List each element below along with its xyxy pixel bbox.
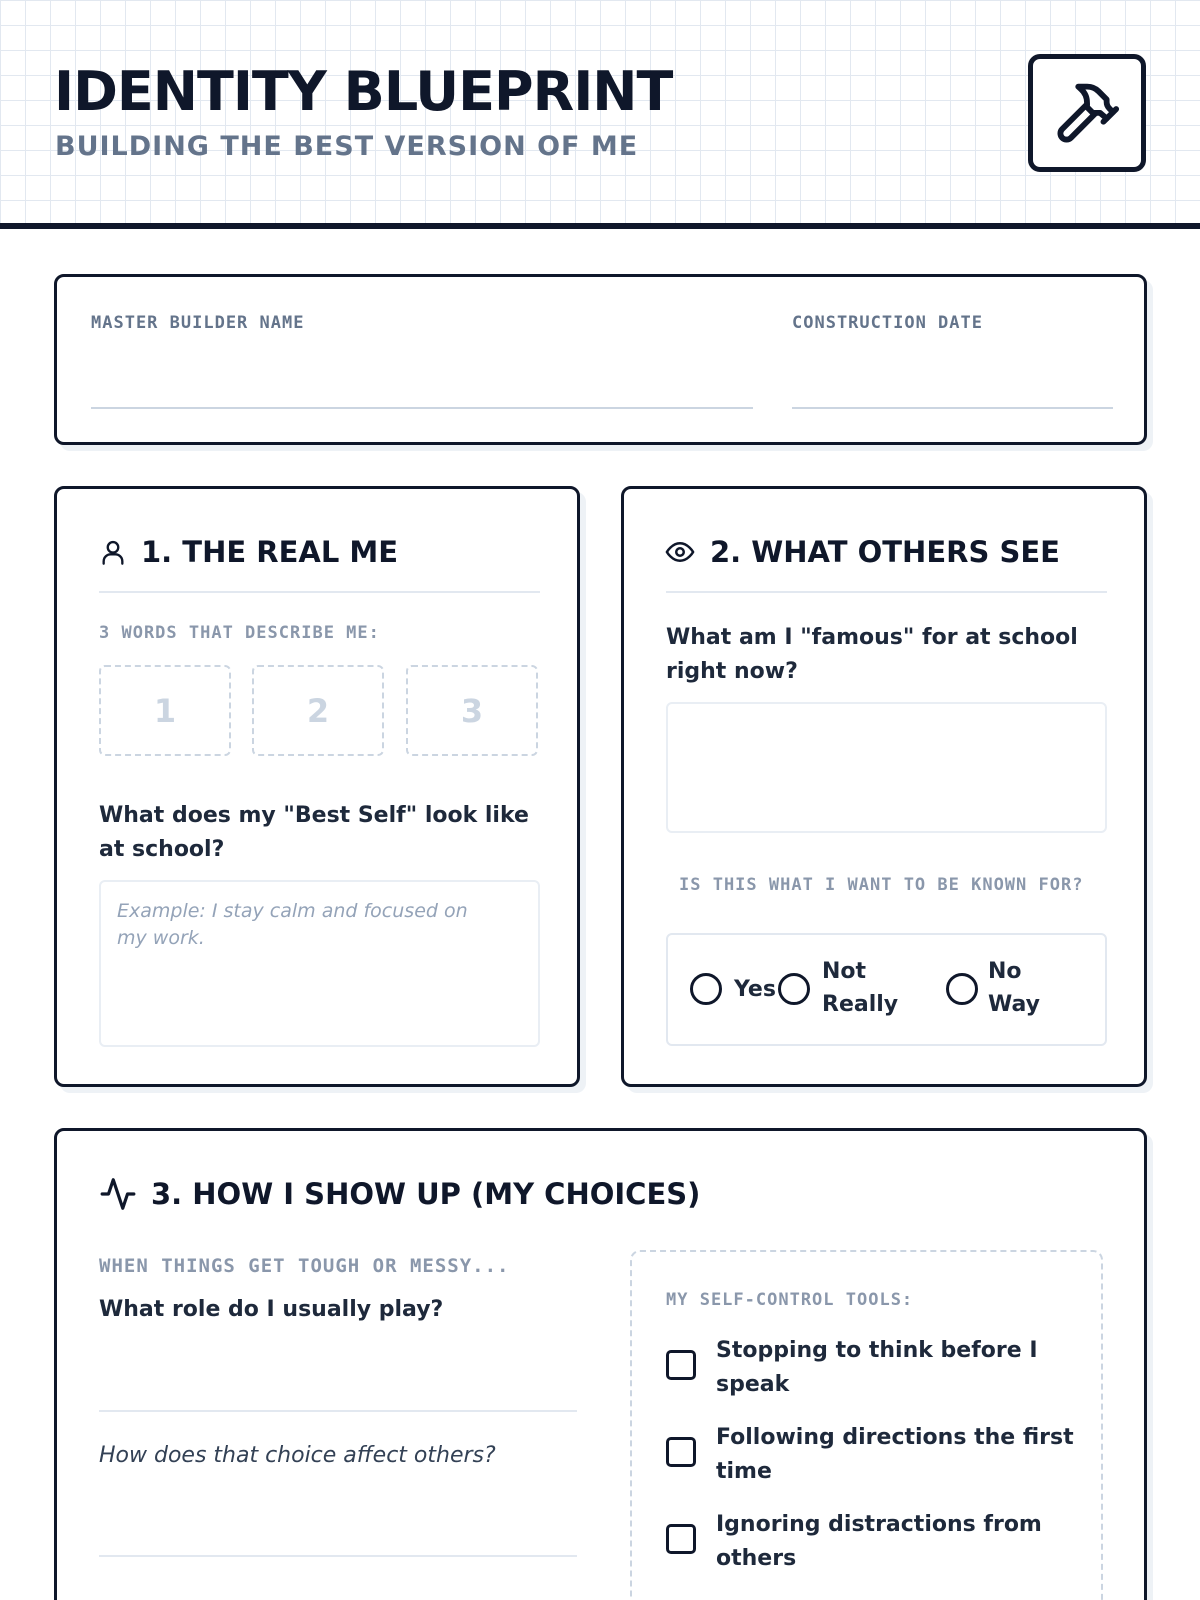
known-for-label: IS THIS WHAT I WANT TO BE KNOWN FOR? <box>679 875 1084 895</box>
section-others-see-title: 2. WHAT OTHERS SEE <box>710 535 1060 569</box>
radio-yes[interactable] <box>690 973 722 1005</box>
radio-not-really-label: Not Really <box>822 959 899 1017</box>
section-others-see-heading <box>664 535 1060 569</box>
divider <box>99 591 540 593</box>
tool-label-1: Stopping to think before I speak <box>716 1338 1038 1397</box>
construction-date-field[interactable] <box>792 407 1113 409</box>
section-real-me <box>54 486 580 1087</box>
section-others-see <box>621 486 1147 1087</box>
best-self-answer[interactable] <box>99 880 540 1047</box>
radio-yes-label: Yes <box>734 977 776 1002</box>
page-title: IDENTITY BLUEPRINT <box>54 60 673 123</box>
tool-checkbox-2[interactable] <box>666 1437 696 1467</box>
construction-date-label: CONSTRUCTION DATE <box>792 313 983 333</box>
famous-question: What am I "famous" for at school right now? <box>666 625 1078 684</box>
page-header <box>0 0 1200 229</box>
tool-checkbox-3[interactable] <box>666 1524 696 1554</box>
section-show-up-heading <box>99 1175 700 1213</box>
tools-label: MY SELF-CONTROL TOOLS: <box>666 1290 914 1310</box>
famous-answer[interactable] <box>666 702 1107 833</box>
builder-info-card <box>54 274 1147 445</box>
best-self-question: What does my "Best Self" look like at school? <box>99 803 529 862</box>
tool-label-2: Following directions the first time <box>716 1425 1074 1484</box>
tool-label-3: Ignoring distractions from others <box>716 1512 1042 1571</box>
tool-checkbox-1[interactable] <box>666 1350 696 1380</box>
divider <box>666 591 1107 593</box>
self-control-tools-box <box>630 1250 1103 1600</box>
known-for-options <box>666 933 1107 1046</box>
role-question: What role do I usually play? <box>99 1297 444 1322</box>
word-box-1[interactable]: 1 <box>99 665 231 756</box>
three-words-label: 3 WORDS THAT DESCRIBE ME: <box>99 623 380 643</box>
tough-label: WHEN THINGS GET TOUGH OR MESSY... <box>99 1255 510 1277</box>
role-answer-line[interactable] <box>99 1410 577 1412</box>
user-icon <box>99 537 127 567</box>
eye-icon <box>664 537 696 567</box>
section-real-me-heading <box>99 535 398 569</box>
best-self-placeholder: Example: I stay calm and focused on my work. <box>117 900 468 949</box>
affect-answer-line[interactable] <box>99 1555 577 1557</box>
section-real-me-title: 1. THE REAL ME <box>141 535 399 569</box>
radio-no-way[interactable] <box>946 973 978 1005</box>
radio-not-really[interactable] <box>778 973 810 1005</box>
activity-icon <box>99 1175 137 1213</box>
logo-badge <box>1028 54 1146 172</box>
hammer-icon <box>1052 78 1122 148</box>
builder-name-label: MASTER BUILDER NAME <box>91 313 305 333</box>
section-show-up-title: 3. HOW I SHOW UP (MY CHOICES) <box>151 1177 701 1211</box>
affect-question: How does that choice affect others? <box>99 1443 496 1468</box>
word-box-2[interactable]: 2 <box>252 665 384 756</box>
page-subtitle: BUILDING THE BEST VERSION OF ME <box>55 131 639 162</box>
word-box-3[interactable]: 3 <box>406 665 538 756</box>
builder-name-field[interactable] <box>91 407 753 409</box>
section-show-up <box>54 1128 1147 1600</box>
radio-no-way-label: No Way <box>988 959 1040 1017</box>
